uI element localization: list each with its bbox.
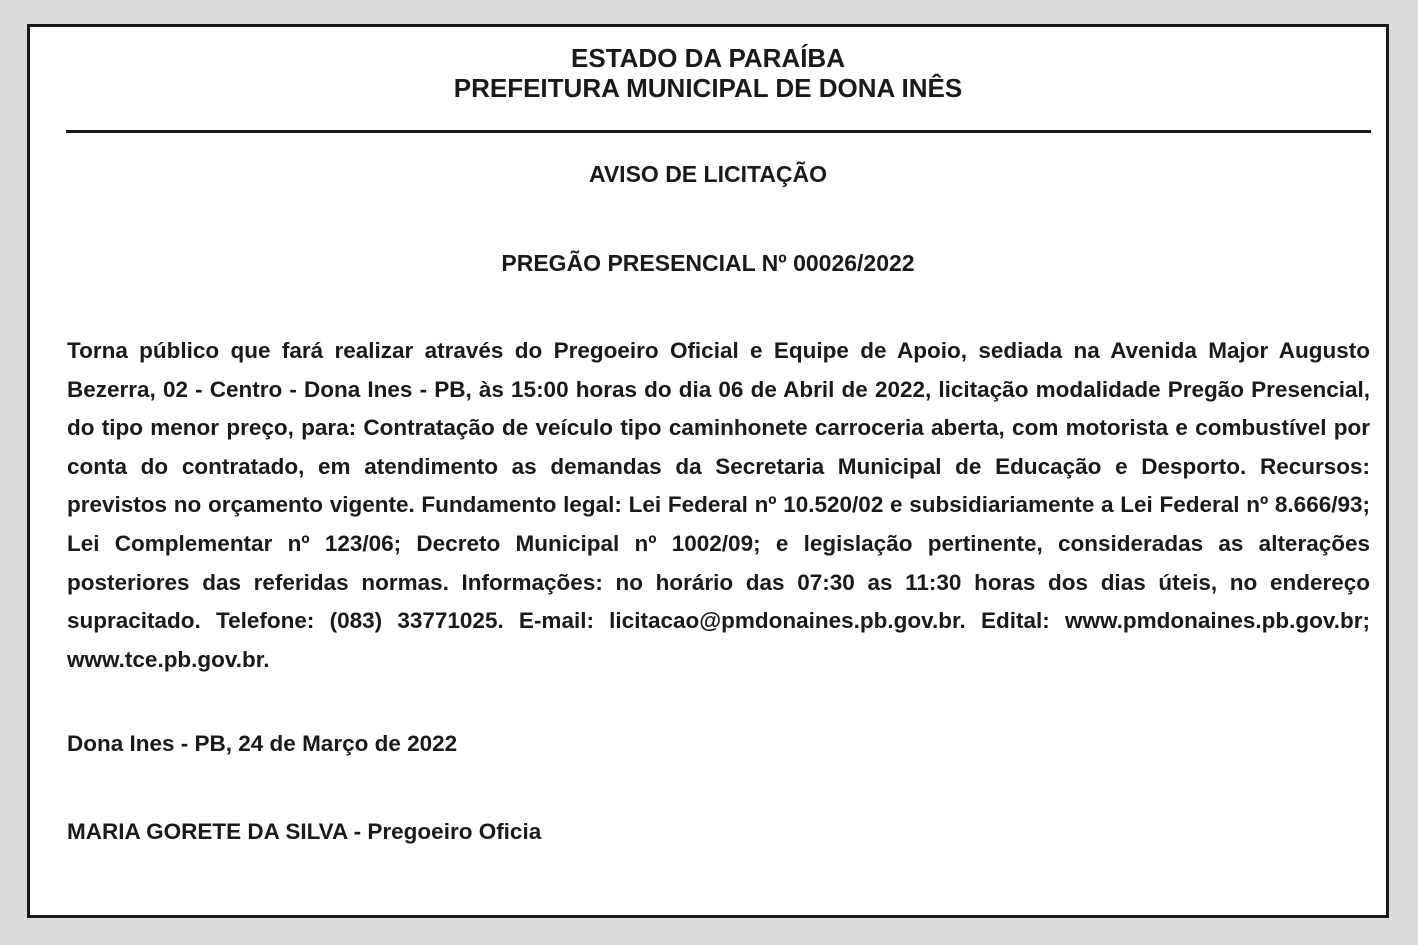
header <box>30 43 1386 103</box>
procedure-number: PREGÃO PRESENCIAL Nº 00026/2022 <box>501 250 915 276</box>
municipality-name: PREFEITURA MUNICIPAL DE DONA INÊS <box>453 73 963 103</box>
notice-type: AVISO DE LICITAÇÃO <box>588 161 828 187</box>
signature: MARIA GORETE DA SILVA - Pregoeiro Oficia <box>67 819 542 844</box>
state-name: ESTADO DA PARAÍBA <box>571 43 845 73</box>
notice-body: Torna público que fará realizar através do Pregoeiro Oficial e Equipe de Apoio, sediada na Avenida Major Augusto Bezerra, 02 - Centro - Dona Ines - PB, às 15:00 horas do dia 06 de Abril de 2022, licitação modalidade Pregão Presencial, do tipo menor preço, para: Contratação de veículo tipo caminhonete carroceria aberta, com motorista e combustível por conta do contratado, em atendimento as demandas da Secretaria Municipal de Educação e Desporto. Recursos: previstos no orçamento vigente. Fundamento legal: Lei Federal nº 10.520/02 e subsidiariamente a Lei Federal nº 8.666/93; Lei Complementar nº 123/06; Decreto Municipal nº 1002/09; e legislação pertinente, consideradas as alterações posteriores das referidas normas. Informações: no horário das 07:30 as 11:30 horas dos dias úteis, no endereço supracitado. Telefone: (083) 33771025. E-mail: licitacao@pmdonaines.pb.gov.br. Edital: www.pmdonaines.pb.gov.br; www.tce.pb.gov.br. <box>67 338 1370 672</box>
place-date: Dona Ines - PB, 24 de Março de 2022 <box>67 731 458 756</box>
notice-box <box>27 24 1389 918</box>
header-divider <box>66 130 1371 133</box>
